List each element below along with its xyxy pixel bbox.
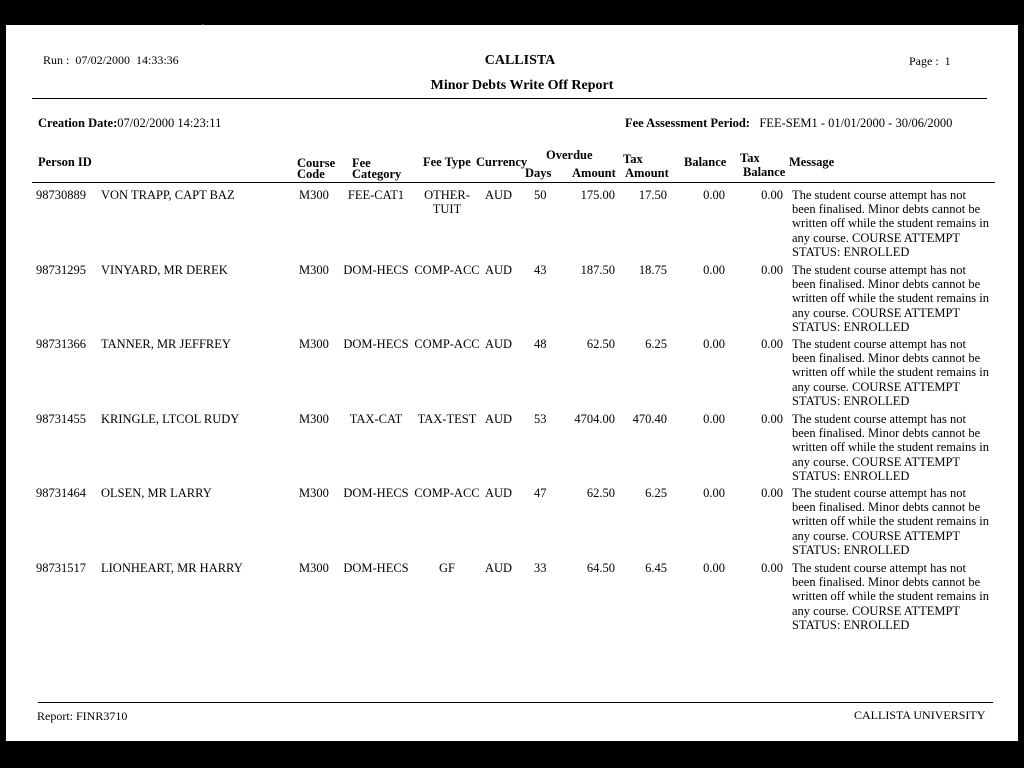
row-course-code: M300 [299,188,329,202]
row-balance: 0.00 [703,337,725,351]
row-fee-type-cont: TUIT [432,202,462,216]
run-stamp [43,53,179,68]
col-currency: Currency [476,155,528,169]
row-fee-category: FEE-CAT1 [347,188,405,202]
period-value: FEE-SEM1 - 01/01/2000 - 30/06/2000 [759,116,953,130]
col-amount: Amount [572,166,616,180]
report-title: Minor Debts Write Off Report [430,78,614,93]
row-tax-balance: 0.00 [761,263,783,277]
row-person-id: 98731455 [36,412,86,426]
run-label: Run : [43,53,70,67]
row-message: The student course attempt has not been finalised. Minor debts cannot be written off while the student remains in any course. COURSE ATTEMPT STATUS: ENROLLED [792,412,989,483]
row-tax-amount: 6.45 [645,561,667,575]
col-course-code-2: Code [297,167,325,181]
row-message: The student course attempt has not been finalised. Minor debts cannot be written off while the student remains in any course. COURSE ATTEMPT STATUS: ENROLLED [792,337,989,408]
row-name: VINYARD, MR DEREK [101,263,228,277]
page-label: Page : [909,54,939,68]
page-number: 1 [944,54,951,68]
row-name: OLSEN, MR LARRY [101,486,212,500]
row-fee-type: COMP-ACC [414,263,480,277]
row-message: The student course attempt has not been finalised. Minor debts cannot be written off while the student remains in any course. COURSE ATTEMPT STATUS: ENROLLED [792,486,989,557]
row-tax-balance: 0.00 [761,412,783,426]
row-tax-amount: 17.50 [638,188,667,202]
row-balance: 0.00 [703,188,725,202]
row-course-code: M300 [299,337,329,351]
row-tax-amount: 18.75 [638,263,667,277]
row-days: 53 [534,412,547,426]
row-fee-type: COMP-ACC [414,337,480,351]
row-name: TANNER, MR JEFFREY [101,337,231,351]
row-fee-type: TAX-TEST [417,412,477,426]
row-currency: AUD [485,486,513,500]
row-balance: 0.00 [703,263,725,277]
report-code: FINR3710 [76,709,128,723]
column-header-divider [32,182,995,183]
row-amount: 62.50 [586,486,615,500]
row-amount: 62.50 [586,337,615,351]
row-tax-balance: 0.00 [761,337,783,351]
row-course-code: M300 [299,412,329,426]
row-name: LIONHEART, MR HARRY [101,561,243,575]
row-currency: AUD [485,263,513,277]
row-fee-category: DOM-HECS [343,263,409,277]
row-course-code: M300 [299,263,329,277]
row-days: 48 [534,337,547,351]
row-fee-type: COMP-ACC [414,486,480,500]
col-days: Days [525,166,552,180]
header-divider [32,98,987,99]
col-fee-category-2: Category [352,167,402,181]
creation-date-label: Creation Date: [38,116,118,130]
col-tax-amount-1: Tax [623,152,643,166]
row-fee-category: DOM-HECS [343,561,409,575]
row-tax-balance: 0.00 [761,188,783,202]
row-currency: AUD [485,412,513,426]
row-tax-balance: 0.00 [761,561,783,575]
row-course-code: M300 [299,486,329,500]
col-tax-balance-2: Balance [743,165,786,179]
row-tax-amount: 6.25 [645,337,667,351]
footer-divider [38,702,993,703]
report-id [37,709,127,724]
creation-date [38,116,221,131]
row-days: 50 [534,188,547,202]
row-days: 43 [534,263,547,277]
row-person-id: 98731464 [36,486,86,500]
col-fee-type: Fee Type [423,155,471,169]
run-time: 14:33:36 [136,53,179,67]
row-amount: 175.00 [580,188,615,202]
row-course-code: M300 [299,561,329,575]
row-fee-category: DOM-HECS [343,337,409,351]
col-tax-amount-2: Amount [625,166,669,180]
row-currency: AUD [485,337,513,351]
col-overdue: Overdue [546,148,593,162]
page-indicator [909,54,951,69]
row-currency: AUD [485,561,513,575]
row-tax-balance: 0.00 [761,486,783,500]
row-balance: 0.00 [703,561,725,575]
col-balance: Balance [684,155,727,169]
row-amount: 4704.00 [574,412,615,426]
row-name: VON TRAPP, CAPT BAZ [101,188,235,202]
fee-assessment-period [625,116,952,131]
institution-name: CALLISTA UNIVERSITY [854,708,986,722]
app-name: CALLISTA [484,53,556,68]
col-fee-category-1: Fee [352,156,371,170]
period-label: Fee Assessment Period: [625,116,750,130]
row-tax-amount: 6.25 [645,486,667,500]
row-name: KRINGLE, LTCOL RUDY [101,412,240,426]
row-balance: 0.00 [703,412,725,426]
row-currency: AUD [485,188,513,202]
run-date: 07/02/2000 [75,53,131,67]
row-person-id: 98730889 [36,188,86,202]
report-page [6,25,1018,741]
row-tax-amount: 470.40 [632,412,667,426]
row-person-id: 98731366 [36,337,86,351]
row-message: The student course attempt has not been finalised. Minor debts cannot be written off while the student remains in any course. COURSE ATTEMPT STATUS: ENROLLED [792,263,989,334]
row-person-id: 98731517 [36,561,86,575]
col-tax-balance-1: Tax [740,151,760,165]
creation-date-value: 07/02/2000 14:23:11 [117,116,222,130]
row-balance: 0.00 [703,486,725,500]
row-fee-category: DOM-HECS [343,486,409,500]
col-person-id: Person ID [38,155,92,169]
row-message: The student course attempt has not been finalised. Minor debts cannot be written off while the student remains in any course. COURSE ATTEMPT STATUS: ENROLLED [792,188,989,259]
row-amount: 187.50 [580,263,615,277]
row-message: The student course attempt has not been finalised. Minor debts cannot be written off while the student remains in any course. COURSE ATTEMPT STATUS: ENROLLED [792,561,989,632]
row-fee-type: GF [439,561,455,575]
col-course-code-1: Course [297,156,336,170]
row-days: 33 [534,561,547,575]
row-amount: 64.50 [586,561,615,575]
col-message: Message [789,155,835,169]
row-fee-category: TAX-CAT [349,412,403,426]
row-days: 47 [534,486,547,500]
row-fee-type: OTHER- [424,188,470,202]
report-label: Report: [37,709,73,723]
row-person-id: 98731295 [36,263,86,277]
